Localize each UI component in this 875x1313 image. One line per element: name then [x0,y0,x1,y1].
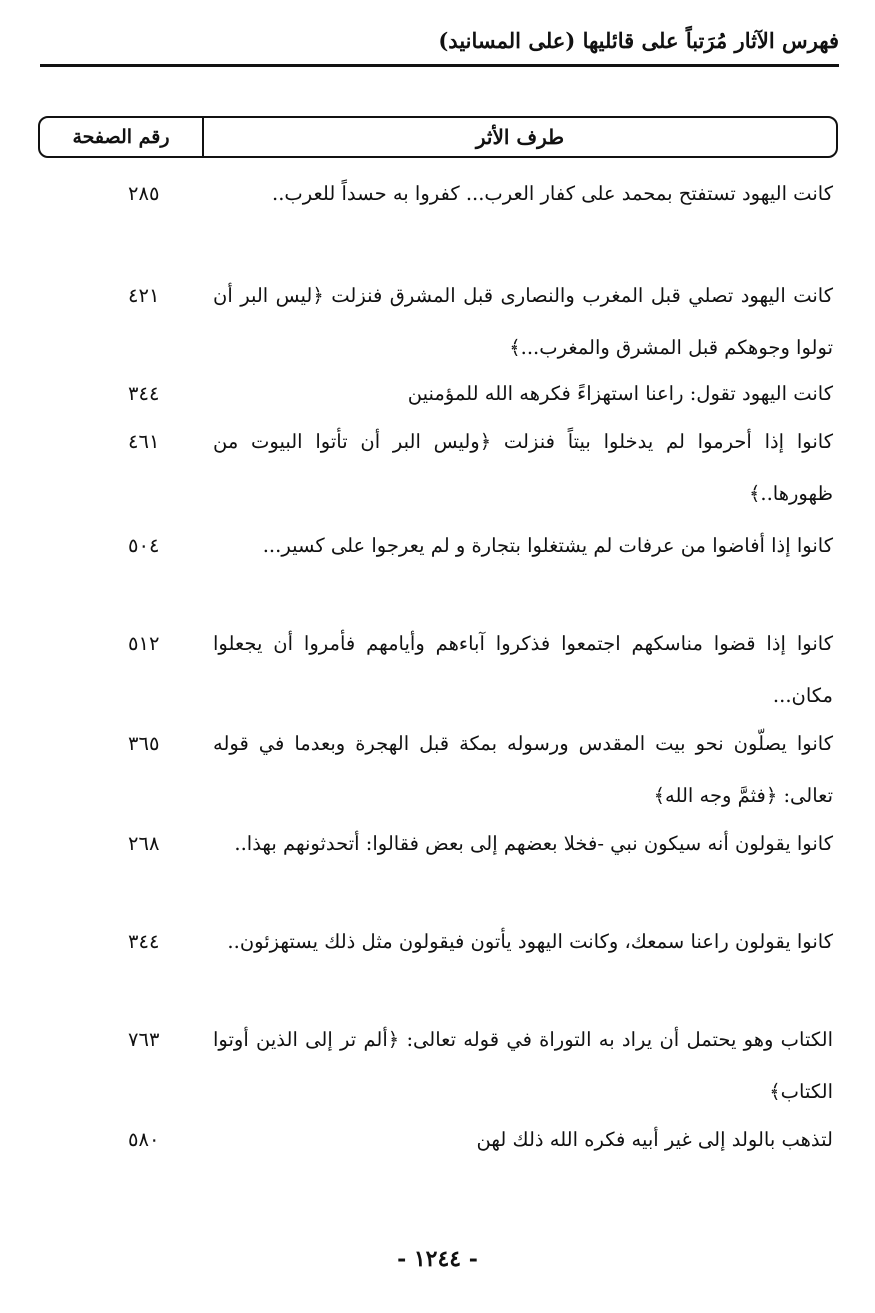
entry-page-number: ٢٦٨ [128,832,160,855]
entry-text: كانوا إذا أحرموا لم يدخلوا بيتاً فنزلت ﴿وليس البر أن تأتوا البيوت من ظهورها..﴾ [213,430,833,505]
entry-page-number: ٥٠٤ [128,534,160,557]
entry-text: لتذهب بالولد إلى غير أبيه فكره الله ذلك لهن [476,1128,833,1151]
entry-page-number: ٣٤٤ [128,930,160,953]
column-header-text: طرف الأثر [475,125,565,149]
entry-page-number: ٢٨٥ [128,182,160,205]
entry-text: الكتاب وهو يحتمل أن يراد به التوراة في قوله تعالى: ﴿ألم تر إلى الذين أوتوا الكتاب﴾ [213,1028,833,1103]
entry-text: كانوا إذا أفاضوا من عرفات لم يشتغلوا بتجارة و لم يعرجوا على كسير... [262,534,833,557]
entry-text: كانوا يقولون أنه سيكون نبي -فخلا بعضهم إلى بعض فقالوا: أتحدثونهم بهذا.. [234,832,833,855]
entry-page-number: ٧٦٣ [128,1028,160,1051]
entry-text: كانوا يقولون راعنا سمعك، وكانت اليهود يأتون فيقولون مثل ذلك يستهزئون.. [227,930,833,953]
entry-page-number: ٥١٢ [128,632,160,655]
entry-page-number: ٣٦٥ [128,732,160,755]
entry-text: كانت اليهود تصلي قبل المغرب والنصارى قبل المشرق فنزلت ﴿ليس البر أن تولوا وجوهكم قبل المشرق والمغرب...﴾ [213,284,833,359]
entry-text: كانوا إذا قضوا مناسكهم اجتمعوا فذكروا آباءهم وأيامهم فأمروا أن يجعلوا مكان... [213,632,833,707]
entry-page-number: ٤٦١ [128,430,160,453]
running-header: فهرس الآثار مُرَتباً على قائليها (على المسانيد) [438,28,839,53]
page-number: - ١٢٤٤ - [397,1246,478,1272]
entry-text: كانوا يصلّون نحو بيت المقدس ورسوله بمكة قبل الهجرة وبعدما في قوله تعالى: ﴿فثمَّ وجه الله﴾ [213,732,833,807]
column-header-page: رقم الصفحة [40,118,204,156]
entry-text: كانت اليهود تستفتح بمحمد على كفار العرب... كفروا به حسداً للعرب.. [272,182,833,205]
header-rule [40,64,839,67]
entry-page-number: ٣٤٤ [128,382,160,405]
entry-text: كانت اليهود تقول: راعنا استهزاءً فكرهه الله للمؤمنين [407,382,833,405]
entry-page-number: ٤٢١ [128,284,160,307]
index-table-header [38,116,838,158]
entry-page-number: ٥٨٠ [128,1128,160,1151]
